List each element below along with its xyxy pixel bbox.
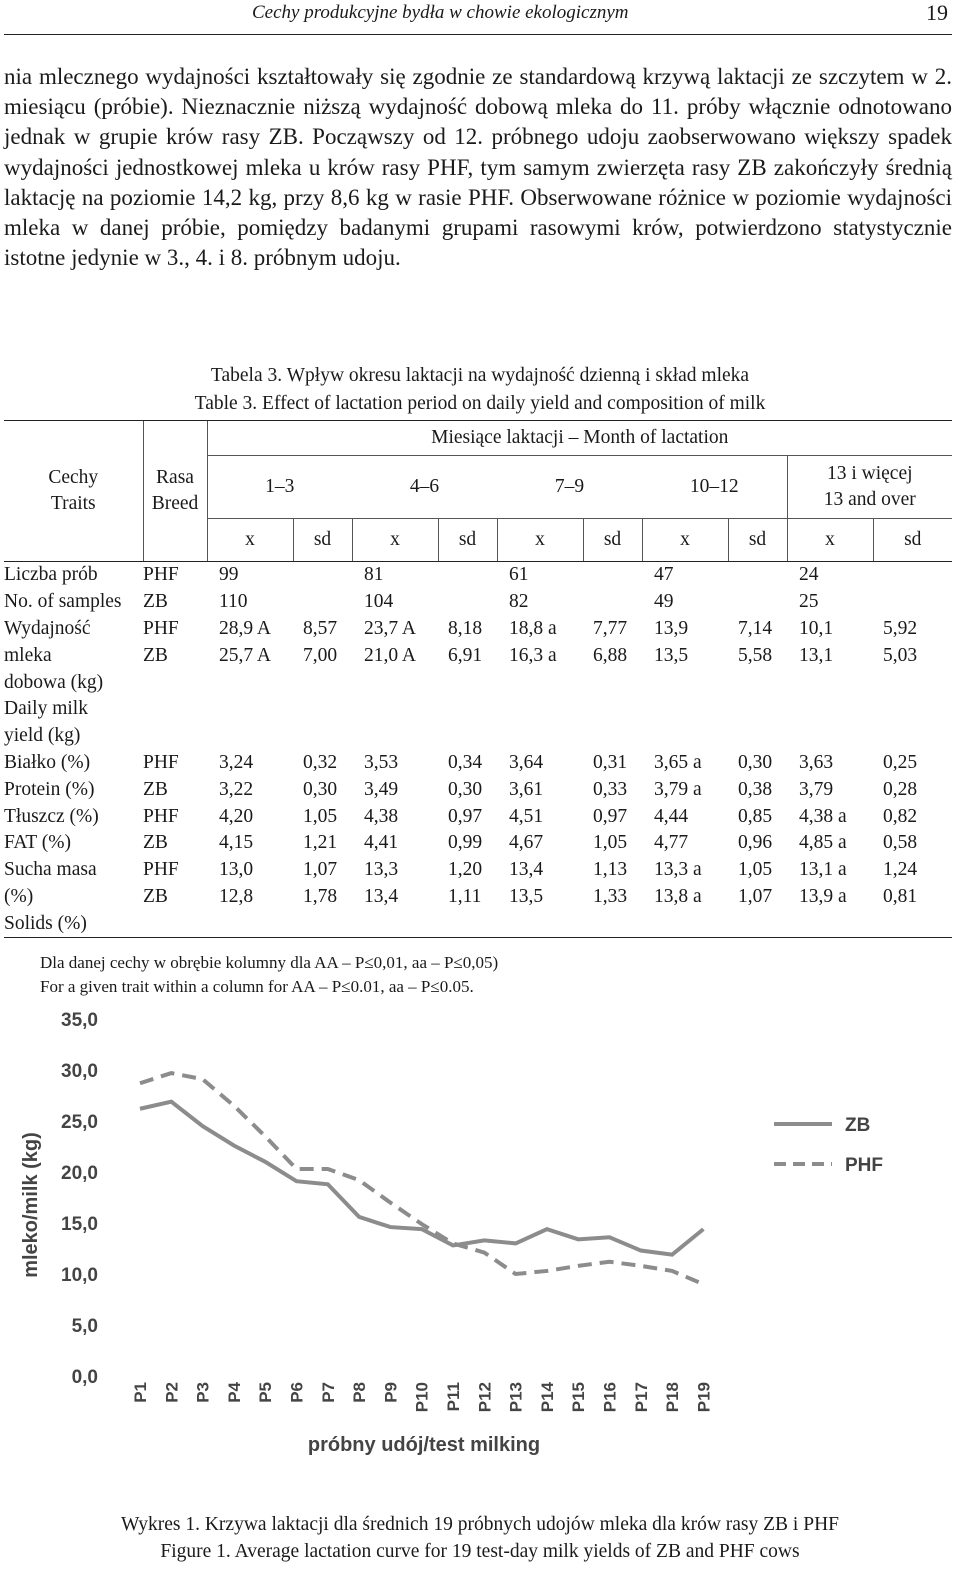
sd-cell	[583, 696, 642, 723]
sd-cell: 5,92	[883, 617, 918, 639]
header-sd: sd	[873, 519, 952, 562]
breed-cell: ZB	[143, 591, 168, 613]
y-tick-label: 5,0	[71, 1316, 98, 1337]
trait-cell: mleka	[4, 644, 52, 666]
sd-cell: 0,82	[883, 805, 918, 827]
table-row	[4, 669, 952, 696]
mean-cell: 4,67	[509, 832, 544, 854]
mean-cell	[642, 669, 728, 696]
table-row	[4, 910, 952, 937]
mean-cell: 13,5	[654, 644, 689, 666]
mean-cell: 13,3 a	[654, 859, 702, 881]
mean-cell: 3,79	[799, 778, 834, 800]
sd-cell	[583, 589, 642, 616]
mean-cell	[787, 910, 873, 937]
running-title: Cechy produkcyjne bydła w chowie ekologicznym	[252, 2, 629, 23]
x-tick-label: P9	[381, 1382, 401, 1403]
x-tick-label: P11	[444, 1382, 463, 1412]
mean-cell: 82	[509, 591, 529, 613]
mean-cell: 3,63	[799, 751, 834, 773]
x-tick-label: P8	[350, 1382, 370, 1403]
sd-cell: 0,30	[738, 751, 773, 773]
sd-cell	[873, 669, 952, 696]
trait-cell: dobowa (kg)	[4, 671, 104, 693]
trait-cell: Liczba prób	[4, 564, 98, 586]
mean-cell: 104	[364, 591, 394, 613]
table-row	[4, 562, 952, 589]
x-tick-label: P19	[694, 1382, 714, 1413]
header-x: x	[207, 519, 293, 562]
breed-cell: ZB	[143, 778, 168, 800]
mean-cell: 13,4	[364, 885, 399, 907]
mean-cell: 13,3	[364, 859, 399, 881]
body-paragraph: nia mlecznego wydajności kształtowały się zgodnie ze standardową krzywą laktacji ze szczytem w 2. miesiącu (próbie). Nieznacznie niższą wydajność dobową mleka do 11. próby włącznie odnotowano jednak w grupie krów rasy ZB. Począwszy od 12. próbnego udoju zaobserwowano większy spadek wydajności jednostkowej mleka u krów rasy PHF, tym samym zwierzęta rasy ZB zakończyły średnią laktację na poziomie 14,2 kg, przy 8,6 kg w rasie PHF. Obserwowane różnice w poziomie wydajności mleka w danej próbie, pomiędzy badanymi grupami rasowymi krów, potwierdzono statystycznie istotne jedynie w 3., 4. i 8. próbnym udoju.	[4, 64, 952, 271]
mean-cell	[497, 910, 583, 937]
x-tick-label: P7	[318, 1382, 338, 1403]
table-header	[4, 421, 952, 562]
trait-cell: yield (kg)	[4, 725, 81, 747]
sd-cell	[873, 723, 952, 750]
sd-cell: 1,33	[593, 885, 628, 907]
table-row	[4, 803, 952, 830]
mean-cell: 13,0	[219, 859, 254, 881]
sd-cell: 0,99	[448, 832, 483, 854]
sd-cell: 0,30	[303, 778, 338, 800]
mean-cell: 13,4	[509, 859, 544, 881]
table-note-en: For a given trait within a column for AA – P≤0.01, aa – P≤0.05.	[40, 977, 474, 996]
mean-cell: 13,8 a	[654, 885, 702, 907]
table-body	[4, 562, 952, 938]
header-period-5	[787, 456, 952, 519]
x-tick-label: P17	[631, 1382, 651, 1413]
table-row	[4, 857, 952, 884]
table-row	[4, 696, 952, 723]
sd-cell	[583, 910, 642, 937]
y-axis-label: mleko/milk (kg)	[20, 1132, 42, 1278]
y-tick-label: 25,0	[61, 1112, 98, 1133]
mean-cell: 13,1 a	[799, 859, 847, 881]
breed-cell: PHF	[143, 805, 179, 827]
trait-cell: Solids (%)	[4, 910, 143, 937]
header-x: x	[787, 519, 873, 562]
sd-cell	[293, 562, 352, 589]
header-sd: sd	[728, 519, 787, 562]
sd-cell	[583, 669, 642, 696]
mean-cell: 13,9	[654, 617, 689, 639]
sd-cell	[438, 562, 497, 589]
figure-caption-en: Figure 1. Average lactation curve for 19 test-day milk yields of ZB and PHF cows	[160, 1541, 800, 1562]
breed-cell	[143, 669, 207, 696]
sd-cell	[728, 696, 787, 723]
mean-cell: 28,9 A	[219, 617, 272, 639]
mean-cell: 49	[654, 591, 674, 613]
mean-cell	[787, 696, 873, 723]
sd-cell: 1,07	[738, 885, 773, 907]
sd-cell: 1,20	[448, 859, 483, 881]
mean-cell	[497, 696, 583, 723]
mean-cell: 3,79 a	[654, 778, 702, 800]
table-caption-pl: Tabela 3. Wpływ okresu laktacji na wydajność dzienną i skład mleka	[210, 365, 750, 386]
mean-cell: 3,64	[509, 751, 544, 773]
legend-label-phf: PHF	[845, 1155, 883, 1176]
sd-cell: 0,85	[738, 805, 773, 827]
sd-cell: 8,18	[448, 617, 483, 639]
trait-cell: No. of samples	[4, 591, 122, 613]
x-axis-ticks	[131, 1381, 713, 1412]
header-period-4: 10–12	[642, 456, 787, 519]
sd-cell: 0,97	[448, 805, 483, 827]
trait-cell: FAT (%)	[4, 832, 71, 854]
mean-cell: 3,22	[219, 778, 254, 800]
x-tick-label: P4	[224, 1382, 244, 1403]
header-breed	[143, 421, 207, 562]
sd-cell: 1,05	[303, 805, 338, 827]
breed-cell	[143, 910, 207, 937]
header-x: x	[497, 519, 583, 562]
sd-cell: 1,21	[303, 832, 338, 854]
sd-cell: 0,81	[883, 885, 918, 907]
mean-cell: 47	[654, 564, 674, 586]
mean-cell: 23,7 A	[364, 617, 417, 639]
sd-cell: 0,32	[303, 751, 338, 773]
trait-cell: (%)	[4, 885, 34, 907]
header-traits-en: Traits	[50, 493, 96, 514]
x-tick-label: P14	[537, 1382, 557, 1413]
y-tick-label: 30,0	[61, 1061, 98, 1082]
header-period-3: 7–9	[497, 456, 642, 519]
trait-cell: Białko (%)	[4, 751, 91, 773]
sd-cell: 0,31	[593, 751, 628, 773]
table-row	[4, 830, 952, 857]
breed-cell	[143, 696, 207, 723]
mean-cell	[497, 723, 583, 750]
mean-cell: 3,24	[219, 751, 254, 773]
sd-cell	[728, 910, 787, 937]
header-breed-pl: Rasa	[156, 467, 194, 488]
mean-cell: 61	[509, 564, 529, 586]
mean-cell: 16,3 a	[509, 644, 557, 666]
mean-cell	[352, 723, 438, 750]
sd-cell	[438, 669, 497, 696]
sd-cell	[728, 723, 787, 750]
lactation-chart-svg	[0, 1000, 960, 1500]
trait-cell: Sucha masa	[4, 859, 97, 881]
mean-cell: 3,61	[509, 778, 544, 800]
breed-cell	[143, 723, 207, 750]
results-table	[4, 420, 952, 938]
mean-cell	[787, 669, 873, 696]
table-caption-en: Table 3. Effect of lactation period on daily yield and composition of milk	[194, 393, 766, 414]
sd-cell: 0,33	[593, 778, 628, 800]
mean-cell: 4,85 a	[799, 832, 847, 854]
chart-legend	[774, 1115, 883, 1176]
header-x: x	[642, 519, 728, 562]
header-period-1: 1–3	[207, 456, 352, 519]
mean-cell: 21,0 A	[364, 644, 417, 666]
y-tick-label: 15,0	[61, 1214, 98, 1235]
table-row	[4, 642, 952, 669]
sd-cell: 6,88	[593, 644, 628, 666]
header-sd: sd	[583, 519, 642, 562]
table-row	[4, 884, 952, 911]
sd-cell	[583, 723, 642, 750]
header-traits	[4, 421, 143, 562]
sd-cell	[293, 723, 352, 750]
lactation-chart	[0, 1000, 960, 1500]
mean-cell: 13,1	[799, 644, 834, 666]
sd-cell: 1,07	[303, 859, 338, 881]
x-tick-label: P15	[569, 1382, 589, 1413]
mean-cell	[207, 910, 293, 937]
sd-cell	[873, 696, 952, 723]
sd-cell: 5,58	[738, 644, 773, 666]
breed-cell: PHF	[143, 617, 179, 639]
header-x: x	[352, 519, 438, 562]
header-breed-en: Breed	[151, 493, 199, 514]
sd-cell: 0,58	[883, 832, 918, 854]
header-period-2: 4–6	[352, 456, 497, 519]
sd-cell	[293, 669, 352, 696]
header-sd: sd	[438, 519, 497, 562]
mean-cell: 4,38 a	[799, 805, 847, 827]
figure-caption-pl: Wykres 1. Krzywa laktacji dla średnich 19 próbnych udojów mleka dla krów rasy ZB i PHF	[121, 1514, 839, 1535]
x-axis-label: próbny udój/test milking	[307, 1434, 541, 1456]
x-tick-label: P16	[600, 1382, 620, 1413]
breed-cell: ZB	[143, 885, 168, 907]
mean-cell: 18,8 a	[509, 617, 557, 639]
mean-cell	[352, 669, 438, 696]
x-tick-label: P1	[131, 1382, 150, 1403]
sd-cell	[438, 589, 497, 616]
mean-cell	[207, 696, 293, 723]
sd-cell	[438, 723, 497, 750]
sd-cell	[873, 562, 952, 589]
sd-cell: 0,28	[883, 778, 918, 800]
sd-cell: 5,03	[883, 644, 918, 666]
sd-cell: 1,05	[738, 859, 773, 881]
sd-cell: 1,13	[593, 859, 628, 881]
sd-cell	[293, 910, 352, 937]
header-traits-pl: Cechy	[48, 467, 99, 488]
mean-cell	[207, 723, 293, 750]
sd-cell: 1,11	[448, 885, 482, 907]
sd-cell: 7,00	[303, 644, 338, 666]
sd-cell: 0,38	[738, 778, 773, 800]
x-tick-label: P6	[287, 1382, 307, 1403]
sd-cell: 0,97	[593, 805, 628, 827]
sd-cell: 1,78	[303, 885, 338, 907]
mean-cell: 4,51	[509, 805, 544, 827]
mean-cell: 4,38	[364, 805, 399, 827]
trait-cell: Daily milk	[4, 698, 88, 720]
trait-cell: Tłuszcz (%)	[4, 805, 99, 827]
mean-cell: 99	[219, 564, 239, 586]
mean-cell: 10,1	[799, 617, 834, 639]
mean-cell: 4,41	[364, 832, 399, 854]
table-row	[4, 750, 952, 777]
mean-cell: 25	[799, 591, 819, 613]
series-line-zb	[140, 1102, 703, 1255]
breed-cell: ZB	[143, 832, 168, 854]
mean-cell	[642, 696, 728, 723]
sd-cell: 0,25	[883, 751, 918, 773]
mean-cell: 24	[799, 564, 819, 586]
y-tick-label: 20,0	[61, 1163, 98, 1184]
sd-cell	[293, 696, 352, 723]
sd-cell	[293, 589, 352, 616]
mean-cell: 4,44	[654, 805, 689, 827]
sd-cell	[873, 910, 952, 937]
table-row	[4, 776, 952, 803]
page-number: 19	[926, 0, 948, 25]
y-tick-label: 35,0	[61, 1010, 98, 1031]
mean-cell	[352, 696, 438, 723]
mean-cell: 3,49	[364, 778, 399, 800]
sd-cell: 1,05	[593, 832, 628, 854]
table-row	[4, 616, 952, 643]
mean-cell: 12,8	[219, 885, 254, 907]
header-period-5-en: 13 and over	[823, 489, 916, 510]
breed-cell: PHF	[143, 751, 179, 773]
sd-cell	[728, 562, 787, 589]
trait-cell: Protein (%)	[4, 778, 95, 800]
table-note-pl: Dla danej cechy w obrębie kolumny dla AA – P≤0,01, aa – P≤0,05)	[40, 953, 499, 972]
header-month: Miesiące laktacji – Month of lactation	[207, 421, 952, 456]
mean-cell: 4,20	[219, 805, 254, 827]
x-tick-label: P18	[663, 1382, 683, 1413]
series-line-phf	[140, 1073, 703, 1284]
x-tick-label: P2	[162, 1382, 182, 1403]
mean-cell	[642, 723, 728, 750]
table-row	[4, 723, 952, 750]
mean-cell: 3,65 a	[654, 751, 702, 773]
mean-cell: 3,53	[364, 751, 399, 773]
x-tick-label: P10	[412, 1382, 432, 1413]
sd-cell: 0,96	[738, 832, 773, 854]
x-tick-label: P13	[506, 1382, 526, 1413]
sd-cell	[583, 562, 642, 589]
trait-cell: Wydajność	[4, 617, 91, 639]
mean-cell	[787, 723, 873, 750]
mean-cell	[642, 910, 728, 937]
sd-cell	[873, 589, 952, 616]
mean-cell	[352, 910, 438, 937]
sd-cell: 7,77	[593, 617, 628, 639]
mean-cell: 81	[364, 564, 384, 586]
y-tick-label: 0,0	[71, 1367, 98, 1388]
table-row	[4, 589, 952, 616]
y-axis-ticks	[61, 1010, 98, 1388]
mean-cell: 13,9 a	[799, 885, 847, 907]
sd-cell: 6,91	[448, 644, 483, 666]
breed-cell: PHF	[143, 564, 179, 586]
mean-cell: 4,15	[219, 832, 254, 854]
mean-cell: 13,5	[509, 885, 544, 907]
mean-cell	[207, 669, 293, 696]
x-tick-label: P3	[193, 1382, 213, 1403]
breed-cell: ZB	[143, 644, 168, 666]
sd-cell	[728, 589, 787, 616]
breed-cell: PHF	[143, 859, 179, 881]
mean-cell	[497, 669, 583, 696]
y-tick-label: 10,0	[61, 1265, 98, 1286]
sd-cell: 0,30	[448, 778, 483, 800]
page-header	[4, 0, 952, 35]
sd-cell	[438, 696, 497, 723]
header-sd: sd	[293, 519, 352, 562]
mean-cell: 110	[219, 591, 248, 613]
x-tick-label: P5	[256, 1382, 276, 1403]
sd-cell: 8,57	[303, 617, 338, 639]
sd-cell: 1,24	[883, 859, 918, 881]
sd-cell	[438, 910, 497, 937]
sd-cell: 7,14	[738, 617, 773, 639]
sd-cell	[728, 669, 787, 696]
series-lines	[140, 1073, 704, 1284]
x-tick-label: P12	[475, 1382, 495, 1413]
sd-cell: 0,34	[448, 751, 483, 773]
legend-label-zb: ZB	[845, 1115, 871, 1136]
mean-cell: 4,77	[654, 832, 689, 854]
mean-cell: 25,7 A	[219, 644, 272, 666]
header-period-5-pl: 13 i więcej	[826, 463, 913, 484]
